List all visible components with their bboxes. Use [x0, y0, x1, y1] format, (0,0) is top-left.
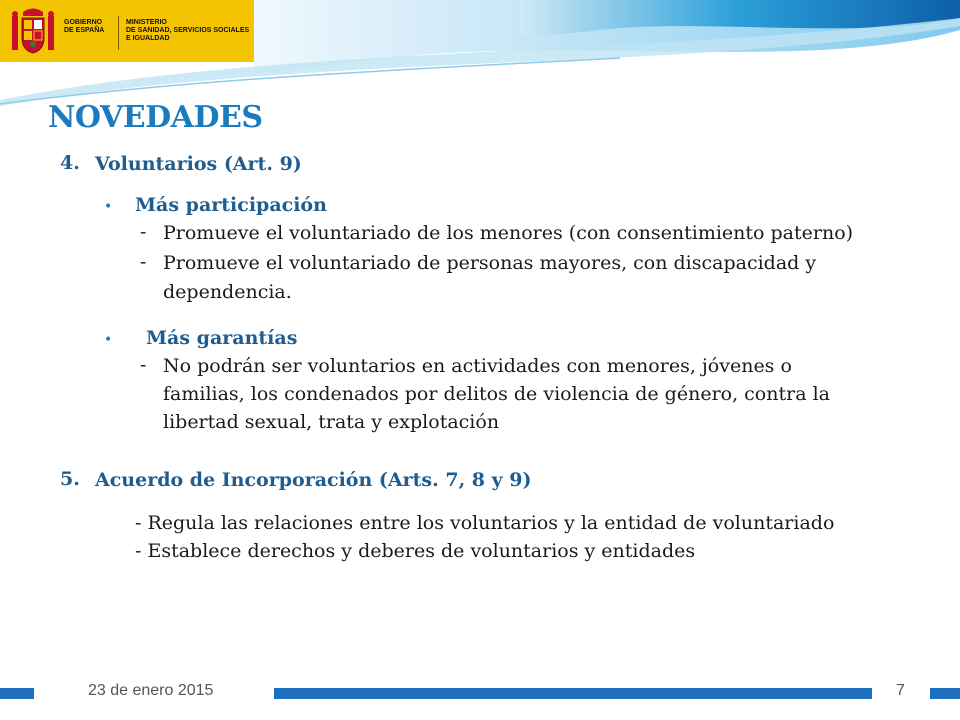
- bullet-2-line-1: No podrán ser voluntarios en actividades con menores, jóvenes o: [163, 355, 792, 377]
- footer-bar-middle: [274, 688, 872, 699]
- footer-bar-left: [0, 688, 34, 699]
- bullet-2-line-3: libertad sexual, trata y explotación: [163, 411, 500, 433]
- bullet-1-label: Más participación: [135, 194, 327, 216]
- bullet-1-dash-1: -: [140, 221, 147, 243]
- section-5-item-1: - Regula las relaciones entre los voluntarios y la entidad de voluntariado: [135, 512, 835, 534]
- bullet-1-item-2-cont: dependencia.: [163, 281, 292, 303]
- logo-divider: [118, 16, 119, 50]
- coat-of-arms-icon: [10, 6, 56, 56]
- bullet-2-label: Más garantías: [146, 327, 298, 349]
- footer-date: 23 de enero 2015: [88, 682, 214, 699]
- government-logo: [0, 0, 254, 62]
- bullet-2-marker: •: [104, 332, 113, 348]
- slide-title: NOVEDADES: [48, 100, 263, 135]
- slide-header: [0, 0, 960, 100]
- section-5-number: 5.: [60, 468, 80, 490]
- bullet-1-marker: •: [104, 199, 113, 215]
- section-5-heading: Acuerdo de Incorporación (Arts. 7, 8 y 9): [95, 469, 532, 491]
- bullet-2-line-2: familias, los condenados por delitos de violencia de género, contra la: [163, 383, 830, 405]
- slide-page-number: 7: [896, 682, 905, 699]
- bullet-1-item-2: Promueve el voluntariado de personas mayores, con discapacidad y: [163, 252, 817, 274]
- logo-ministry-text: MINISTERIO DE SANIDAD, SERVICIOS SOCIALES E IGUALDAD: [126, 19, 250, 42]
- bullet-1-dash-2: -: [140, 251, 147, 273]
- section-5-item-2: - Establece derechos y deberes de voluntarios y entidades: [135, 540, 696, 562]
- bullet-2-dash: -: [140, 354, 147, 376]
- footer-bar-right: [930, 688, 960, 699]
- section-4-heading: Voluntarios (Art. 9): [95, 153, 302, 175]
- bullet-1-item-1: Promueve el voluntariado de los menores (con consentimiento paterno): [163, 222, 854, 244]
- section-4-number: 4.: [60, 152, 80, 174]
- logo-government-text: GOBIERNO DE ESPAÑA: [64, 19, 105, 34]
